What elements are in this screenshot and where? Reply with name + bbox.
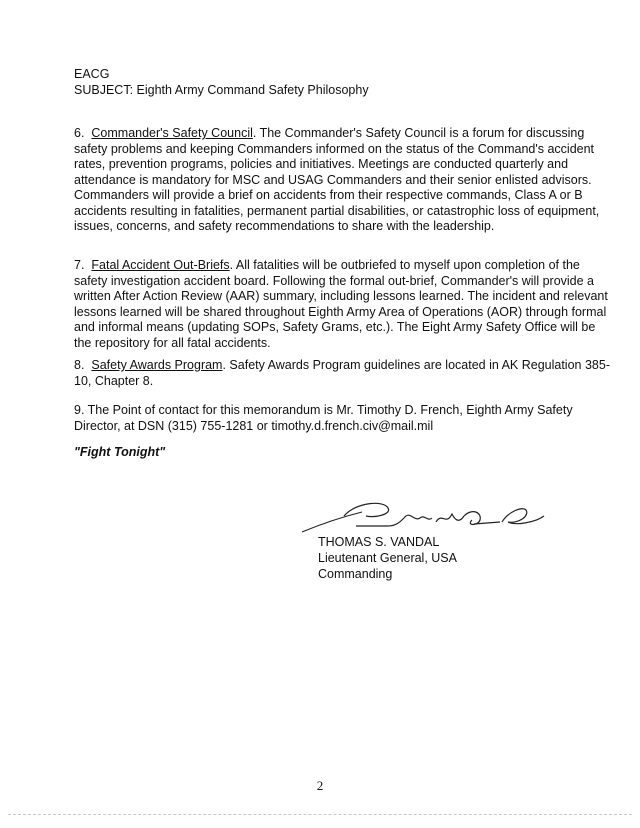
paragraph-number: 6. [74, 126, 85, 140]
paragraph-body: . Safety Awards Program guidelines are located in AK Regulation 385-10, Chapter 8. [74, 358, 610, 388]
paragraph-title: Safety Awards Program [91, 358, 223, 372]
page-number: 2 [316, 778, 324, 793]
paragraph-body: . All fatalities will be outbriefed to myself upon completion of the safety investigation accident board. Following the formal out-brief, Commander's will provide a written After Action Review (AAR) summary, including lessons learned. The incident and relevant lessons learned will be shared throughout Eighth Army Area of Operations (AOR) through formal and informal means (updating SOPs, Safety Grams, etc.). The Eight Army Safety Office will be the repository for all fatal accidents. [74, 258, 608, 350]
signer-rank: Lieutenant General, USA [318, 551, 457, 565]
office-symbol: EACG [74, 67, 110, 81]
paragraph-title: Fatal Accident Out-Briefs [91, 258, 230, 272]
paragraph-9 [74, 403, 614, 434]
signature-block [318, 534, 457, 582]
signer-name: THOMAS S. VANDAL [318, 535, 440, 549]
paragraph-8 [74, 358, 614, 389]
subject-line: SUBJECT: Eighth Army Command Safety Philosophy [74, 83, 369, 97]
closing-motto: "Fight Tonight" [74, 445, 166, 459]
paragraph-number: 8. [74, 358, 85, 372]
paragraph-7 [74, 258, 614, 351]
handwritten-signature [296, 492, 556, 540]
scan-artifact-line [8, 814, 632, 817]
paragraph-number: 7. [74, 258, 85, 272]
paragraph-body: . The Commander's Safety Council is a forum for discussing safety problems and keeping Commanders informed on the status of the Command's accident rates, prevention programs, policies and initiatives. Meetings are conducted quarterly and attendance is mandatory for MSC and USAG Commanders and their senior enlisted advisors. Commanders will provide a brief on accidents from their respective commands, Class A or B accidents resulting in fatalities, permanent partial disabilities, or catastrophic loss of equipment, issues, concerns, and safety recommendations to share with the leadership. [74, 126, 600, 233]
signer-role: Commanding [318, 567, 393, 581]
paragraph-title: Commander's Safety Council [91, 126, 253, 140]
paragraph-text: 9. The Point of contact for this memorandum is Mr. Timothy D. French, Eighth Army Safety Director, at DSN (315) 755-1281 or timothy.d.french.civ@mail.mil [74, 403, 573, 433]
paragraph-6 [74, 126, 614, 235]
memo-header [74, 66, 369, 98]
